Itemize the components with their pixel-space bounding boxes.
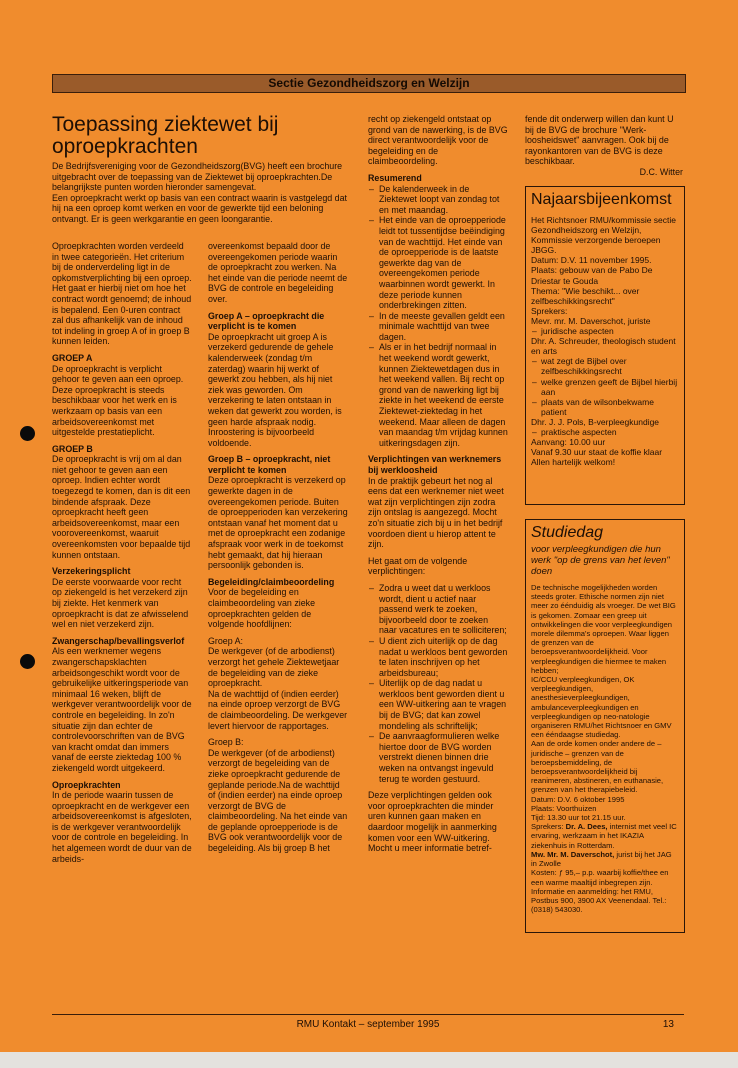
- speaker-name: Dr. A. Dees,: [565, 822, 608, 832]
- subheading: Groep B – oproepkracht, niet verplicht te komen: [208, 454, 331, 475]
- topic: – praktische aspecten: [541, 427, 679, 437]
- box-text: Informatie en aanmelding: het RMU, Postbus 900, 3900 AX Veenendaal. Tel.: (0318) 543030.: [531, 886, 667, 915]
- topic-list: [531, 326, 679, 336]
- box-text: Datum: D.V. 11 november 1995.: [531, 255, 652, 266]
- topic: – welke grenzen geeft de Bijbel hierbij aan: [541, 377, 679, 397]
- article-title: Toepassing ziektewet bij oproepkrachten: [52, 113, 279, 158]
- topic: – wat zegt de Bijbel over zelfbeschikkingsrecht: [541, 356, 679, 376]
- box-text: Sprekers:: [531, 305, 568, 316]
- box-text: Aan de orde komen onder andere de – juridische – grenzen van de beroepsbemiddeling, de beroepsverantwoordelijkheid bij reanimeren, abstineren, en euthanasie, grenzen van het therapiebeleid.: [531, 739, 664, 795]
- article-column-3: [368, 114, 508, 1011]
- obligations-list: [368, 583, 508, 784]
- box-text: Kosten: ƒ 95,– p.p. waarbij koffie/thee en een warme maaltijd inbegrepen zijn.: [531, 868, 669, 887]
- paragraph: De oproepkracht is vrij om al dan niet gehoor te geven aan een oproep. Indien echter wordt toegezegd te komen, dan is dit een bindende afspraak. Deze oproepkracht heeft geen arbeidsovereenkomst, maar een voorovereenkomst, waaruit overeenkomsten voor bepaalde tijd kunnen ontstaan.: [52, 454, 191, 560]
- speaker: Dhr. A. Schreuder, theologisch student en arts: [531, 336, 676, 357]
- article-column-4: [525, 114, 683, 184]
- box-title: Najaarsbijeenkomst: [531, 191, 672, 208]
- box-text: Het Richtsnoer RMU/kommissie sectie Gezondheidszorg en Welzijn, Kommissie verzorgende beroepen JBGG.: [531, 215, 677, 256]
- box-subtitle: voor verpleegkundigen die hun werk "op de grens van het leven" doen: [531, 544, 670, 577]
- topic-list: [531, 356, 679, 417]
- box-text: Plaats: gebouw van de Pabo De Driestar te Gouda: [531, 265, 653, 286]
- list-item: – U dient zich uiterlijk op de dag nadat u werkloos bent geworden te laten inschrijven op het arbeidsbureau;: [379, 636, 508, 678]
- author-signature: D.C. Witter: [639, 166, 683, 177]
- box-text: Vanaf 9.30 uur staat de koffie klaar: [531, 447, 663, 458]
- subheading: Groep A – oproepkracht die verplicht is te komen: [208, 310, 325, 332]
- list-item: – Als er in het bedrijf normaal in het weekend wordt gewerkt, kunnen Ziektewetdagen dus in het weekend vallen. Bij recht op grond van de nawerking ligt bij ziekte in het weekend de eerste Ziektewet-ziektedag in het weekend. Maar alleen de dagen van maandag t/m vrijdag kunnen uitkeringsdagen zijn.: [379, 342, 508, 448]
- speaker-desc: internist met veel IC ervaring, werkzaam in het IKAZIA ziekenhuis in Rotterdam.: [531, 822, 677, 850]
- punch-hole: [20, 426, 35, 441]
- article-column-2: [208, 241, 348, 1011]
- box-text: Thema: "Wie beschikt... over zelfbeschikkingsrecht": [531, 285, 640, 306]
- subheading: GROEP B: [52, 443, 93, 454]
- event-box-studiedag: [525, 519, 685, 933]
- paragraph: Na de wachttijd of (indien eerder) na einde oproep verzorgt de BVG de claimbeoordeling. De werkgever levert hiervoor de rapportages.: [208, 688, 348, 731]
- paragraph: Voor de begeleiding en claimbeoordeling van zieke oproepkrachten gelden de volgende hoofdlijnen:: [208, 587, 316, 630]
- box-title: Studiedag: [531, 524, 604, 541]
- box-text: Plaats: Voorthuizen: [531, 803, 597, 813]
- label: Sprekers:: [531, 822, 566, 832]
- topic: – plaats van de wilsonbekwame patient: [541, 397, 679, 417]
- paragraph: De oproepkracht is verplicht gehoor te geven aan een oproep. Deze oproepkracht is steeds beschikbaar voor het werk en is werkzaam op basis van een arbeidsovereenkomst met uitgestelde prestatieplicht.: [52, 363, 184, 438]
- list-item: – In de meeste gevallen geldt een minimale wachttijd van twee dagen.: [379, 311, 508, 343]
- subheading: Zwangerschap/bevallingsverlof: [52, 635, 185, 646]
- punch-hole: [20, 654, 35, 669]
- speaker: Mevr. mr. M. Daverschot, juriste: [531, 315, 651, 326]
- article-column-1: [52, 241, 192, 1011]
- subheading: Verplichtingen van werknemers bij werkloosheid: [368, 454, 502, 475]
- section-banner: [52, 74, 686, 93]
- box-body: [526, 583, 684, 914]
- page-footer: [52, 1014, 684, 1030]
- topic-list: [531, 427, 679, 437]
- paragraph: De oproepkracht uit groep A is verzekerd gedurende de gehele kalenderweek (zondag t/m zaterdag) waarin hij werkt of gewerkt zou hebben, als hij niet ziek was geworden. Om verzekering te laten ontstaan in weken dat gewerkt zou worden, is geen harde afspraak nodig. Inroostering is bijvoorbeeld voldoende.: [208, 331, 342, 448]
- section-banner-text: Sectie Gezondheidszorg en Welzijn: [268, 76, 470, 90]
- event-box-najaarsbijeenkomst: [525, 186, 685, 505]
- page-number: 13: [662, 1019, 674, 1030]
- paragraph: overeenkomst bepaald door de overeengekomen periode waarin de oproepkracht zou werken. Na het einde van die periode neemt de BVG de controle en begeleiding over.: [208, 241, 348, 304]
- subheading: Groep B:: [208, 737, 244, 748]
- box-text: Tijd: 13.30 uur tot 21.15 uur.: [531, 813, 626, 823]
- subheading: Oproepkrachten: [52, 779, 121, 790]
- paragraph: recht op ziekengeld ontstaat op grond van de nawerking, is de BVG direct verantwoordelijk voor de begeleiding en de claimbeoordeling.: [368, 114, 508, 167]
- intro-paragraph: Een oproepkracht werkt op basis van een contract waarin is vastgelegd dat hij na een oproep komt werken en voor de gewerkte tijd een beloning ontvangt. Er is geen werkgarantie en geen loongarantie.: [52, 192, 348, 224]
- paragraph: Deze verplichtingen gelden ook voor oproepkrachten die minder uren kunnen gaan maken en daardoor mogelijk in aanmerking komen voor een WW-uitkering. Mocht u meer informatie betref-: [368, 790, 497, 854]
- scan-edge: [0, 1052, 738, 1068]
- intro-paragraph: De Bedrijfsvereniging voor de Gezondheidszorg(BVG) heeft een brochure uitgebracht over de toepassing van de Ziektewet bij oproepkrachten.De belangrijkste punten worden hieronder samengevat.: [52, 161, 343, 193]
- topic: – juridische aspecten: [541, 326, 679, 336]
- paragraph: Oproepkrachten worden verdeeld in twee categorieën. Het criterium bij de onderverdeling ligt in de opkomstverplichting bij een oproep. Het gaat er hierbij niet om hoe het contract wordt genoemd; de inhoud is bepalend. Een 0-uren contract zal dus afhankelijk van de inhoud tot indeling in groep A of in groep B kunnen leiden.: [52, 241, 192, 347]
- box-text: Aanvang: 10.00 uur: [531, 437, 606, 448]
- list-item: – De kalenderweek in de Ziektewet loopt van zondag tot en met maandag.: [379, 184, 508, 216]
- subheading: GROEP A: [52, 352, 93, 363]
- list-item: – Het einde van de oproepperiode leidt tot tussentijdse beëindiging van de wachttijd. Het einde van de oproepperiode is de laatste gewerkte dag van de overeengekomen periode waarbinnen wordt gewerkt. In deze periode kunnen onderbrekingen zitten.: [379, 215, 508, 310]
- list-item: – Zodra u weet dat u werkloos wordt, dient u actief naar passend werk te zoeken, bijvoorbeeld door te zoeken naar vacatures en te solliciteren;: [379, 583, 508, 636]
- article-intro: [52, 161, 352, 225]
- footer-publication: RMU Kontakt – september 1995: [296, 1019, 440, 1030]
- subheading: Verzekeringsplicht: [52, 566, 131, 577]
- paragraph: In de periode waarin tussen de oproepkracht en de werkgever een arbeidsovereenkomst is afgesloten, is de werkgever verantwoordelijk voor de controle en begeleiding. In het algemeen wordt de duur van de arbeids-: [52, 790, 192, 864]
- paragraph: De eerste voorwaarde voor recht op ziekengeld is het verzekerd zijn bij ziekte. Het kenmerk van oproepkracht is dat ze afwisselend wel en niet verzekerd zijn.: [52, 576, 189, 630]
- list-item: – De aanvraagformulieren welke hiertoe door de BVG worden verstrekt dienen binnen drie weken na ontvangst ingevuld terug te worden gestuurd.: [379, 731, 508, 784]
- paragraph: De werkgever (of de arbodienst) verzorgt het gehele Ziektewetjaar de begeleiding van de zieke oproepkracht.: [208, 646, 340, 689]
- subheading: Groep A:: [208, 635, 244, 646]
- paragraph: In de praktijk gebeurt het nog al eens dat een werknemer niet weet wat zijn verplichtingen zijn zodra zijn ontslag is aangezegd. Mocht zo'n situatie zich bij u in het bedrijf voordoen dient u hierop attent te zijn.: [368, 475, 504, 550]
- subheading: Resumerend: [368, 172, 422, 183]
- box-text: IC/CCU verpleegkundigen, OK verpleegkundigen, anesthesieverpleegkundigen, ambulanceverpleegkundigen en verpleegkundigen op neo-natologie organiseren RMU/het Richtsnoer en GMV een ééndaagse studiedag.: [531, 675, 672, 740]
- box-text: Datum: D.V. 6 oktober 1995: [531, 794, 625, 804]
- speaker-line: [531, 822, 679, 850]
- paragraph: fende dit onderwerp willen dan kunt U bij de BVG de brochure "Werk- loosheidswet" aanvragen. Ook bij de rayonkantoren van de BVG is deze beschikbaar.: [525, 114, 674, 167]
- speaker-line: [531, 850, 679, 868]
- list-item: – Uiterlijk op de dag nadat u werkloos bent geworden dient u een WW-uitkering aan te vragen bij de BVG; dat kan zowel mondeling als schriftelijk;: [379, 678, 508, 731]
- speaker-desc: jurist bij het JAG in Zwolle: [531, 849, 672, 869]
- paragraph: Deze oproepkracht is verzekerd op gewerkte dagen in de overeengekomen periode. Buiten de oproepperioden kan verzekering ontstaan vanaf het moment dat u met de oproepkracht een zodanige afspraak voor werk in de toekomst hebt gemaakt, dat hij hieraan persoonlijk gebonden is.: [208, 475, 348, 571]
- paragraph: Als een werknemer wegens zwangerschapsklachten arbeidsongeschikt wordt voor de gebruikelijke uitkeringsperiode van minimaal 16 weken, blijft de werkgever verantwoordelijk voor de controle en begeleiding. In zo'n situatie zijn dan echter de controlevoorschriften van de BVG van kracht omdat dan immers vanaf de eerste ziektedag 100 % ziekengeld wordt uitgekeerd.: [52, 646, 192, 773]
- subheading: Begeleiding/claimbeoordeling: [208, 576, 335, 587]
- box-text: Allen hartelijk welkom!: [531, 457, 616, 468]
- speaker: Dhr. J. J. Pols, B-verpleegkundige: [531, 416, 660, 427]
- box-body: [526, 215, 684, 467]
- box-text: De technische mogelijkheden worden steeds groter. Ethische normen zijn niet meer zo éénduidig als vroeger. De wet BIG is gekomen. Zomaar een greep uit ontwikkelingen die voor verpleegkundigen morele dilemma's oproepen. Waar liggen de grenzen van de beroepsverantwoordelijkheid. Voor verpleegkundigen die hiermee te maken hebben;: [531, 583, 676, 675]
- paragraph: Het gaat om de volgende verplichtingen:: [368, 555, 468, 577]
- speaker-name: Mw. Mr. M. Daverschot,: [531, 849, 615, 859]
- summary-list: [368, 184, 508, 449]
- paragraph: De werkgever (of de arbodienst) verzorgt de begeleiding van de zieke oproepkracht gedurende de geplande periode.Na de wachttijd of (indien eerder) na einde oproep verzorgt de BVG de claimbeoordeling. Na het einde van de geplande oproepperiode is de BVG ook verantwoordelijk voor de begeleiding. Als bij groep B het: [208, 747, 348, 854]
